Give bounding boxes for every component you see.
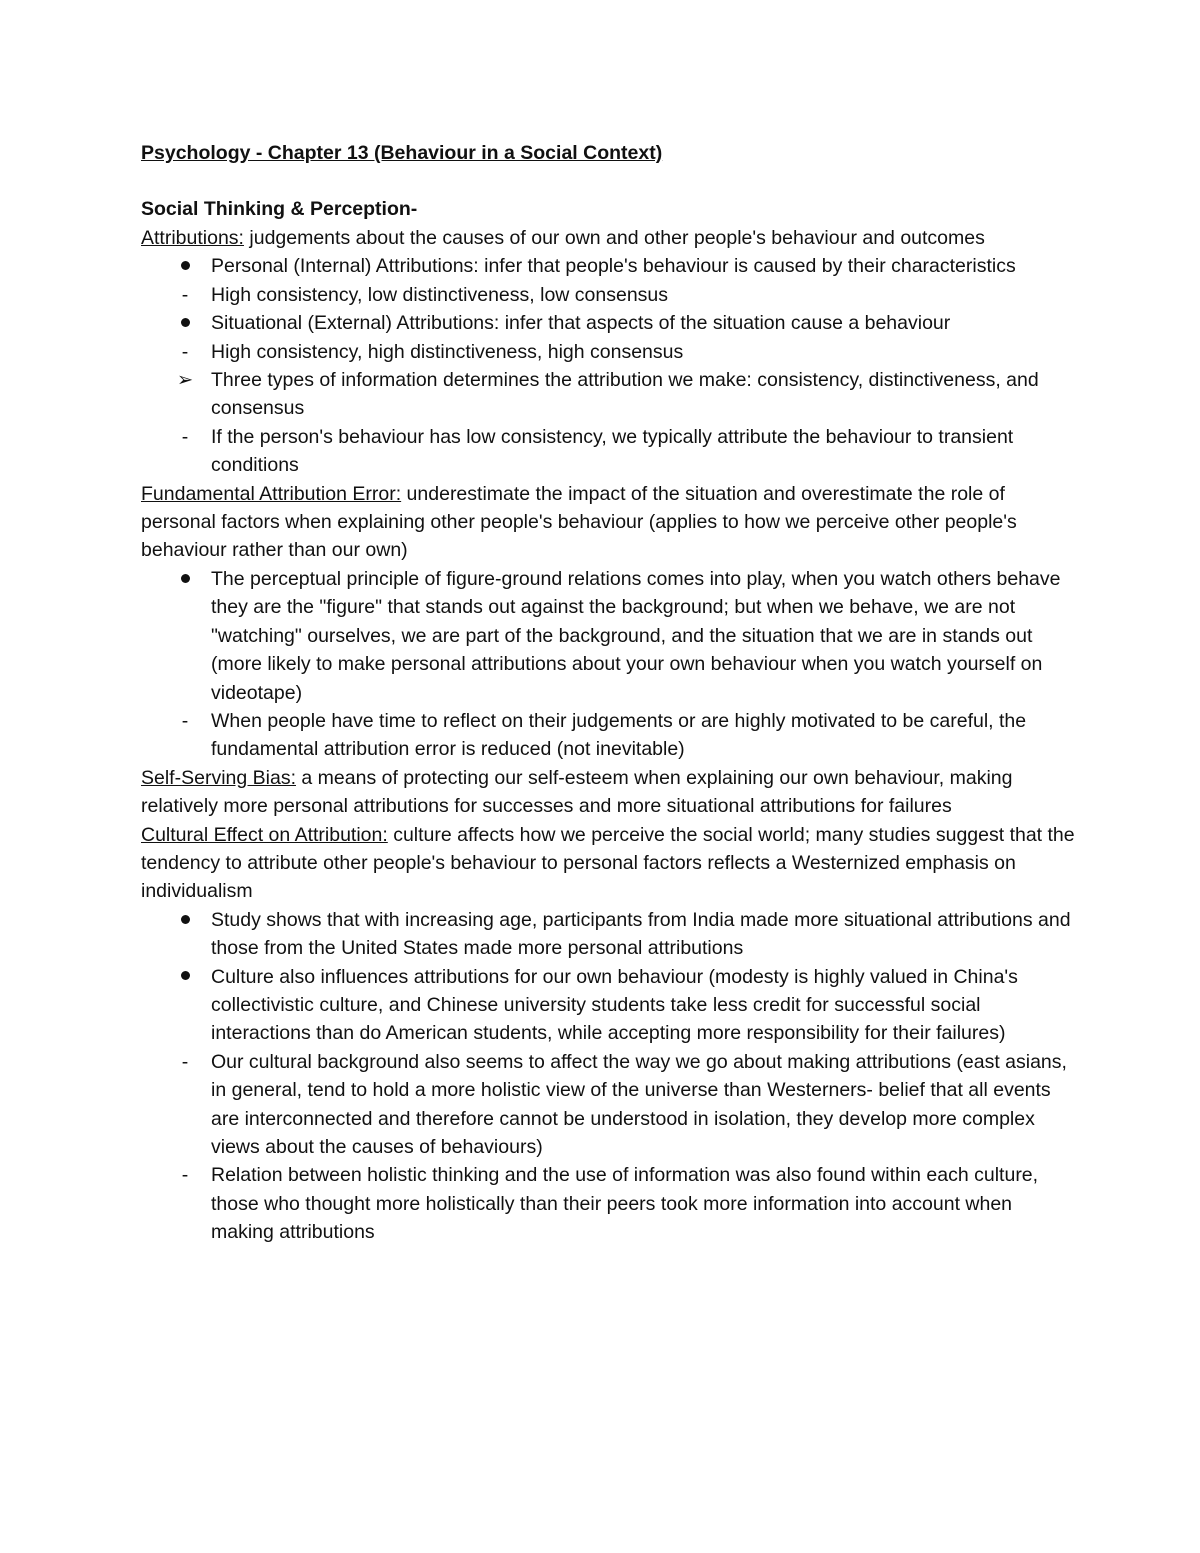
list-item-text: Three types of information determines the attribution we make: consistency, distinctiveness, and consensus — [211, 369, 1039, 420]
bullet-icon — [173, 309, 197, 337]
bullet-icon — [173, 565, 197, 593]
term-label: Cultural Effect on Attribution: — [141, 823, 388, 846]
definition-self-serving-bias — [141, 764, 1080, 821]
list-item — [141, 906, 1080, 963]
term-label: Attributions: — [141, 227, 244, 249]
list-item-text: Our cultural background also seems to affect the way we go about making attributions (east asians, in general, tend to hold a more holistic view of the universe than Westerners- belief that all events are interconnected and therefore cannot be understood in isolation, they develop more complex views about the causes of behaviours) — [211, 1050, 1067, 1158]
list-item-text: The perceptual principle of figure-ground relations comes into play, when you watch others behave they are the "figure" that stands out against the background; but when we behave, we are not "watching" ourselves, we are part of the background, and the situation that we are in stands out (more likely to make personal attributions about your own behaviour when you watch yourself on videotape) — [211, 567, 1061, 704]
definition-cultural-effect — [141, 821, 1080, 906]
list-item — [141, 338, 1080, 366]
list-item — [141, 281, 1080, 309]
definition-attributions — [141, 224, 1080, 252]
definition-text: underestimate the impact of the situation and overestimate the role of personal factors when explaining other people's behaviour (applies to how we perceive other people's behaviour rather than our own) — [141, 482, 1017, 562]
list-item — [141, 423, 1080, 480]
bullet-icon — [173, 963, 197, 991]
list-item — [141, 252, 1080, 280]
list-item — [141, 309, 1080, 337]
list-item-text: When people have time to reflect on their judgements or are highly motivated to be careful, the fundamental attribution error is reduced (not inevitable) — [211, 709, 1027, 761]
dash-bullet-icon: - — [181, 709, 189, 732]
bullet-icon — [173, 906, 197, 934]
list-item — [141, 707, 1080, 764]
definition-text: judgements about the causes of our own and other people's behaviour and outcomes — [243, 227, 985, 249]
list-item — [141, 366, 1080, 423]
dash-bullet-icon: - — [181, 425, 189, 448]
list-item-text: Culture also influences attributions for our own behaviour (modesty is highly valued in China's collectivistic culture, and Chinese university students take less credit for successful social interactions than do American students, while accepting more responsibility for their failures) — [211, 965, 1018, 1045]
list-item — [141, 963, 1080, 1048]
list-item — [141, 1161, 1080, 1246]
list-item-text: High consistency, high distinctiveness, high consensus — [211, 340, 684, 363]
definition-text: a means of protecting our self-esteem when explaining our own behaviour, making relatively more personal attributions for successes and more situational attributions for failures — [141, 766, 1013, 818]
list-item-text: Study shows that with increasing age, participants from India made more situational attributions and those from the United States made more personal attributions — [211, 908, 1071, 960]
list-item-text: Relation between holistic thinking and the use of information was also found within each culture, those who thought more holistically than their peers took more information into account when making attributions — [211, 1164, 1039, 1244]
list-item-text: Personal (Internal) Attributions: infer that people's behaviour is caused by their characteristics — [211, 255, 1016, 278]
term-label: Fundamental Attribution Error: — [141, 482, 402, 505]
dash-bullet-icon: - — [181, 283, 189, 306]
term-label: Self-Serving Bias: — [141, 766, 296, 789]
definition-fundamental-attribution-error — [141, 480, 1080, 565]
list-item-text: Situational (External) Attributions: infer that aspects of the situation cause a behaviour — [211, 312, 951, 335]
section-heading: Social Thinking & Perception- — [141, 198, 418, 220]
dash-bullet-icon: - — [181, 1164, 189, 1187]
attributions-list — [141, 252, 1080, 479]
dash-bullet-icon: - — [181, 340, 189, 363]
list-item-text: If the person's behaviour has low consistency, we typically attribute the behaviour to transient conditions — [211, 425, 1014, 477]
arrow-bullet-icon: ➢ — [176, 369, 194, 392]
list-item — [141, 1048, 1080, 1162]
document-title: Psychology - Chapter 13 (Behaviour in a Social Context) — [141, 142, 663, 164]
fundamental-error-list — [141, 565, 1080, 764]
list-item-text: High consistency, low distinctiveness, low consensus — [211, 283, 669, 306]
bullet-icon — [173, 252, 197, 280]
definition-text: culture affects how we perceive the social world; many studies suggest that the tendency to attribute other people's behaviour to personal factors reflects a Westernized emphasis on individualism — [141, 823, 1075, 903]
dash-bullet-icon: - — [181, 1050, 189, 1073]
list-item — [141, 565, 1080, 707]
cultural-effect-list — [141, 906, 1080, 1247]
